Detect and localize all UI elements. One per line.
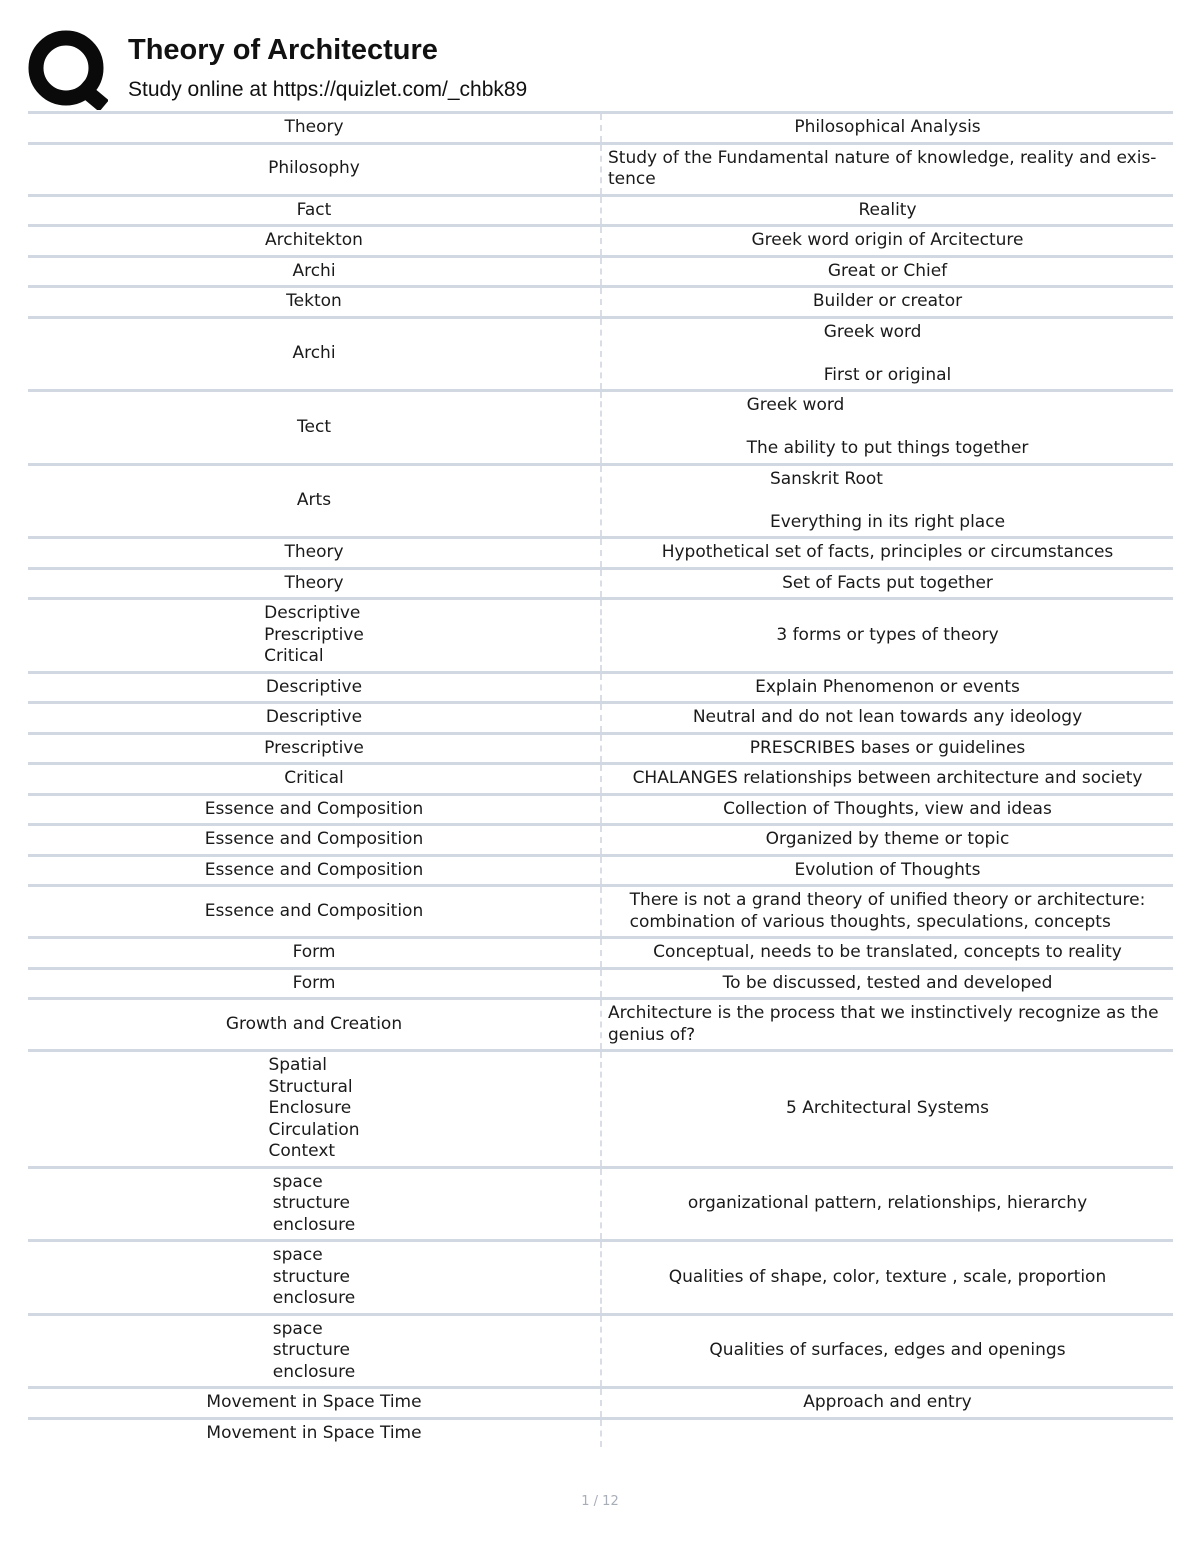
term-line: Essence and Composition [204,798,424,819]
definition-line: There is not a grand theory of unified theory or architecture: [629,890,1146,910]
term-line: Critical [264,646,324,666]
card-definition [600,319,1173,390]
term-line: Movement in Space Time [206,1422,422,1443]
term-line: Arts [296,490,332,510]
card-term [28,570,600,598]
card-definition [600,600,1173,671]
definition-line: Greek word origin of Arcitecture [751,230,1024,250]
definition-line: organizational pattern, relationships, hierarchy [687,1193,1088,1213]
card-definition [600,674,1173,702]
card-definition [600,1389,1173,1417]
card-definition [600,1052,1173,1166]
card-row [28,671,1173,702]
card-definition [600,288,1173,316]
card-term [28,1316,600,1387]
definition-line: Great or Chief [827,260,948,281]
card-definition [600,1242,1173,1313]
term-line: Theory [284,117,344,137]
term-line: Prescriptive [264,737,364,758]
definition-line: Greek word [823,321,922,342]
card-row [28,762,1173,793]
definition-line: Approach and entry [803,1392,972,1412]
card-row [28,884,1173,936]
definition-line: Qualities of surfaces, edges and openings [709,1340,1066,1360]
card-term [28,1000,600,1049]
card-definition [600,1000,1173,1049]
definition-line: Greek word [746,395,845,415]
definition-line: The ability to put things together [746,438,1029,458]
definition-line: Explain Phenomenon or events [755,676,1020,697]
card-term [28,466,600,537]
term-line: Essence and Composition [204,900,424,921]
card-term [28,1389,600,1417]
definition-line: Evolution of Thoughts [794,859,981,880]
term-line: Context [268,1141,336,1161]
definition-line: Collection of Thoughts, view and ideas [723,798,1052,819]
card-row [28,1386,1173,1417]
definition-line: Builder or creator [812,291,963,311]
term-line: Essence and Composition [204,829,424,849]
definition-line: Architecture is the process that we instinctively recognize as the [608,1003,1159,1023]
page-number: 1 / 12 [581,1494,619,1509]
definition-line: Reality [858,199,917,220]
term-line: Fact [296,199,332,220]
definition-line: Everything in its right place [769,511,1006,532]
card-row [28,463,1173,537]
term-line: structure [272,1193,350,1213]
page-title: Theory of Architecture [128,34,438,66]
definition-line [824,343,952,365]
card-definition [600,466,1173,537]
card-term [28,735,600,763]
term-line: Theory [284,542,344,562]
card-term [28,796,600,824]
definition-line: CHALANGES relationships between architecture and society [632,768,1143,788]
definition-line: 5 Architectural Systems [785,1098,989,1118]
card-row [28,1166,1173,1240]
term-line: Circulation [268,1119,360,1140]
card-term [28,674,600,702]
term-line: structure [272,1340,350,1360]
card-row [28,536,1173,567]
card-definition [600,765,1173,793]
quizlet-logo-icon [28,30,108,110]
card-row [28,997,1173,1049]
card-row [28,967,1173,998]
term-line: space [272,1318,323,1339]
card-definition [600,145,1173,194]
card-definition [600,570,1173,598]
term-line: Descriptive [265,676,363,697]
card-term [28,1169,600,1240]
card-definition [600,857,1173,885]
card-term [28,600,600,671]
term-line: enclosure [272,1361,356,1382]
definition-line: genius of? [608,1024,696,1045]
term-line: Architekton [265,230,363,250]
term-line: Descriptive [264,603,361,623]
term-line: space [272,1245,323,1265]
term-line: Theory [284,572,344,593]
card-row [28,111,1173,142]
card-row [28,597,1173,671]
card-term [28,197,600,225]
card-definition [600,1169,1173,1240]
definition-line: Organized by theme or topic [765,829,1010,849]
card-definition [600,258,1173,286]
card-term [28,319,600,390]
card-term [28,939,600,967]
card-definition [600,887,1173,936]
card-row [28,194,1173,225]
term-line: enclosure [272,1288,356,1308]
card-row [28,1417,1173,1448]
card-row [28,255,1173,286]
definition-line: Conceptual, needs to be translated, concepts to reality [653,942,1122,962]
definition-line: Study of the Fundamental nature of knowledge, reality and exis- [608,147,1157,168]
definition-line [747,417,1029,439]
flashcard-table [28,111,1173,1447]
page-header [28,28,1178,112]
term-line: Descriptive [265,707,363,727]
card-definition [600,704,1173,732]
term-line: Archi [292,343,336,363]
card-definition [600,735,1173,763]
card-row [28,793,1173,824]
card-definition [600,826,1173,854]
card-row [28,142,1173,194]
card-term [28,704,600,732]
card-row [28,389,1173,463]
card-definition [600,539,1173,567]
card-row [28,1239,1173,1313]
card-definition [600,796,1173,824]
card-term [28,145,600,194]
definition-line: Set of Facts put together [782,572,993,593]
definition-line: Sanskrit Root [769,468,883,489]
card-term [28,887,600,936]
card-term [28,970,600,998]
term-line: Essence and Composition [204,859,424,880]
term-line: structure [272,1266,350,1287]
card-row [28,936,1173,967]
card-term [28,1052,600,1166]
definition-line: Hypothetical set of facts, principles or circumstances [661,542,1114,562]
card-row [28,567,1173,598]
term-line: enclosure [272,1214,356,1235]
definition-line: Neutral and do not lean towards any ideology [692,707,1083,727]
term-line: space [272,1171,323,1192]
card-term [28,539,600,567]
term-line: Movement in Space Time [206,1392,422,1412]
card-term [28,114,600,142]
card-term [28,1242,600,1313]
card-definition [600,114,1173,142]
card-definition [600,1420,1173,1448]
card-definition [600,227,1173,255]
definition-line: PRESCRIBES bases or guidelines [749,737,1026,758]
term-line: Form [292,942,336,962]
term-line: Structural [268,1076,353,1097]
card-row [28,823,1173,854]
page-subtitle: Study online at https://quizlet.com/_chbk89 [128,78,528,101]
card-definition [600,197,1173,225]
card-row [28,285,1173,316]
card-row [28,732,1173,763]
card-term [28,288,600,316]
term-line: Critical [284,768,344,788]
card-row [28,1313,1173,1387]
definition-line: To be discussed, tested and developed [722,972,1053,993]
card-term [28,1420,600,1448]
card-row [28,1049,1173,1166]
card-term [28,227,600,255]
card-definition [600,392,1173,463]
definition-line: Qualities of shape, color, texture , scale, proportion [668,1266,1107,1287]
card-row [28,701,1173,732]
term-line: Form [292,972,336,993]
definition-line: tence [608,169,656,189]
term-line: Enclosure [268,1098,352,1118]
card-definition [600,939,1173,967]
card-term [28,857,600,885]
definition-line: combination of various thoughts, speculations, concepts [629,911,1111,932]
card-term [28,258,600,286]
definition-line [770,490,1005,512]
card-definition [600,970,1173,998]
term-line: Archi [292,260,336,281]
term-line: Prescriptive [264,624,364,645]
definition-line: First or original [823,364,952,385]
card-row [28,224,1173,255]
term-line: Tect [297,416,331,437]
card-row [28,316,1173,390]
term-line: Spatial [268,1055,327,1075]
definition-line: Philosophical Analysis [794,117,981,137]
card-row [28,854,1173,885]
card-definition [600,1316,1173,1387]
definition-line: 3 forms or types of theory [776,624,999,645]
card-term [28,826,600,854]
card-term [28,392,600,463]
term-line: Tekton [286,291,342,311]
card-term [28,765,600,793]
term-line: Growth and Creation [225,1013,403,1034]
term-line: Philosophy [268,158,360,179]
